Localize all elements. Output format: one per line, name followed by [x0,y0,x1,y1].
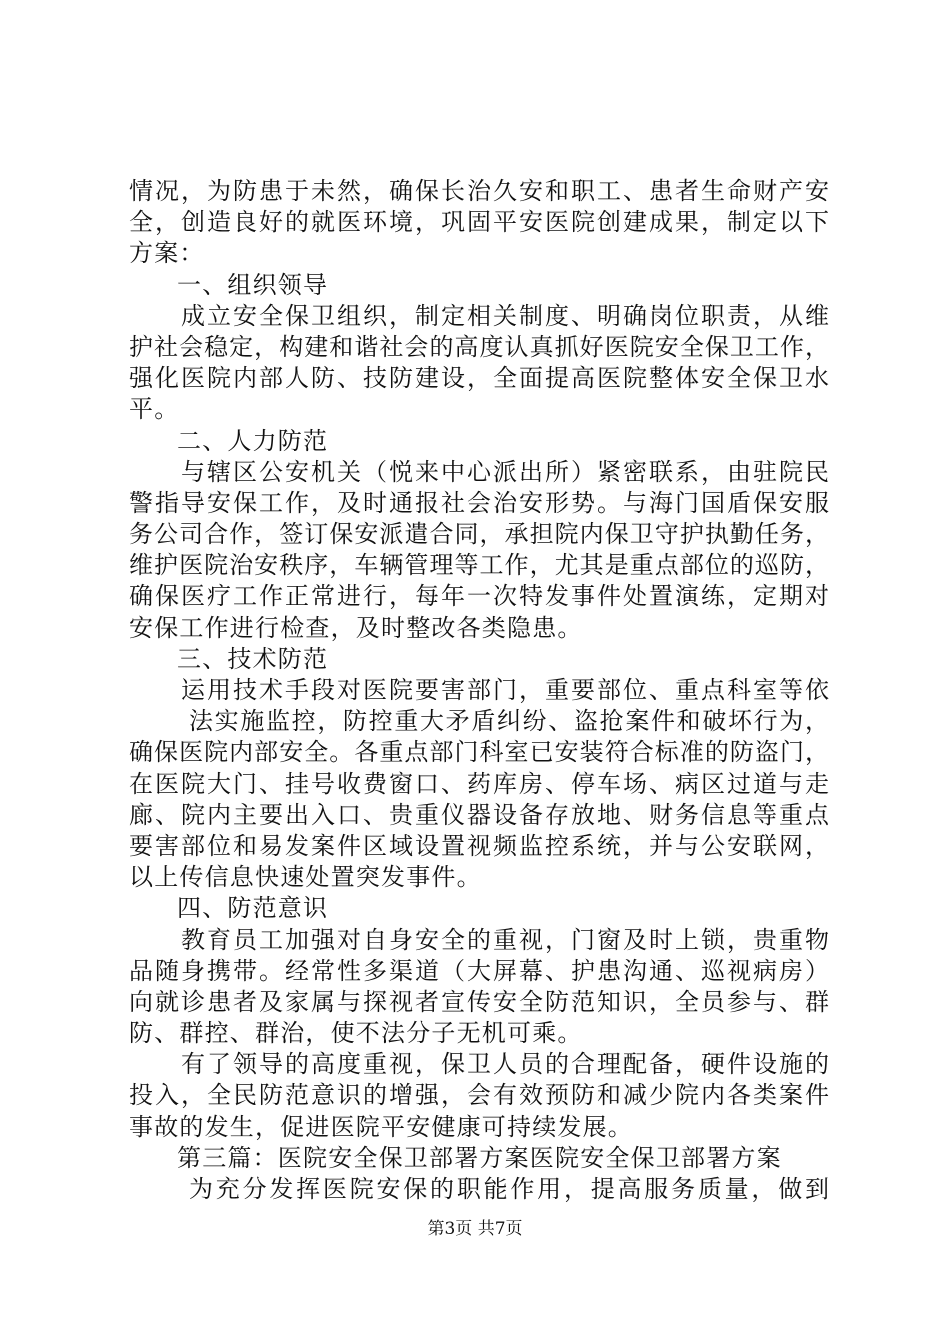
text-line: 有了领导的高度重视，保卫人员的合理配备，硬件设施的 [181,1050,829,1079]
body-text [129,176,829,1205]
text-line: 成立安全保卫组织，制定相关制度、明确岗位职责，从维 [181,301,829,330]
text-line: 在医院大门、挂号收费窗口、药库房、停车场、病区过道与走 [129,769,829,798]
text-line: 全，创造良好的就医环境，巩固平安医院创建成果，制定以下 [129,208,829,237]
text-line: 向就诊患者及家属与探视者宣传安全防范知识，全员参与、群 [129,987,829,1016]
text-line: 情况，为防患于未然，确保长治久安和职工、患者生命财产安 [129,177,829,205]
text-line: 安保工作进行检查，及时整改各类隐患。 [129,613,583,642]
text-line: 为充分发挥医院安保的职能作用，提高服务质量，做到 [189,1175,829,1203]
text-line: 方案： [129,239,205,268]
text-line: 廊、院内主要出入口、贵重仪器设备存放地、财务信息等重点 [129,800,829,829]
section-heading-awareness: 四、防范意识 [177,894,329,923]
text-line: 强化医院内部人防、技防建设，全面提高医院整体安全保卫水 [129,364,829,393]
text-line: 教育员工加强对自身安全的重视，门窗及时上锁，贵重物 [181,925,829,954]
text-line: 维护医院治安秩序，车辆管理等工作，尤其是重点部位的巡防， [129,551,829,580]
text-line: 确保医疗工作正常进行，每年一次特发事件处置演练，定期对 [129,582,829,611]
text-line: 以上传信息快速处置突发事件。 [129,863,482,892]
section-heading-manpower: 二、人力防范 [177,426,329,455]
text-line: 要害部位和易发案件区域设置视频监控系统，并与公安联网， [129,831,829,860]
text-line: 运用技术手段对医院要害部门，重要部位、重点科室等依 [181,676,829,704]
text-line: 确保医院内部安全。各重点部门科室已安装符合标准的防盗门， [129,738,829,767]
text-line: 平。 [129,395,180,424]
page-footer [0,1218,950,1240]
text-line: 护社会稳定，构建和谐社会的高度认真抓好医院安全保卫工作， [129,332,829,361]
chapter-heading: 第三篇：医院安全保卫部署方案医院安全保卫部署方案 [177,1143,782,1172]
section-heading-organization: 一、组织领导 [177,270,329,299]
text-line: 务公司合作，签订保安派遣合同，承担院内保卫守护执勤任务， [129,520,829,549]
text-line: 防、群控、群治，使不法分子无机可乘。 [129,1019,583,1048]
text-line: 品随身携带。经常性多渠道（大屏幕、护患沟通、巡视病房） [129,956,829,985]
text-line: 警指导安保工作，及时通报社会治安形势。与海门国盾保安服 [129,488,829,517]
page-number-label: 第3页 共7页 [427,1219,523,1239]
section-heading-technology: 三、技术防范 [177,644,329,673]
text-line: 事故的发生，促进医院平安健康可持续发展。 [129,1112,633,1141]
text-line: 与辖区公安机关（悦来中心派出所）紧密联系，由驻院民 [181,457,829,486]
text-line: 法实施监控，防控重大矛盾纠纷、盗抢案件和破坏行为， [189,707,829,736]
text-line: 投入，全民防范意识的增强，会有效预防和减少院内各类案件 [129,1081,829,1110]
